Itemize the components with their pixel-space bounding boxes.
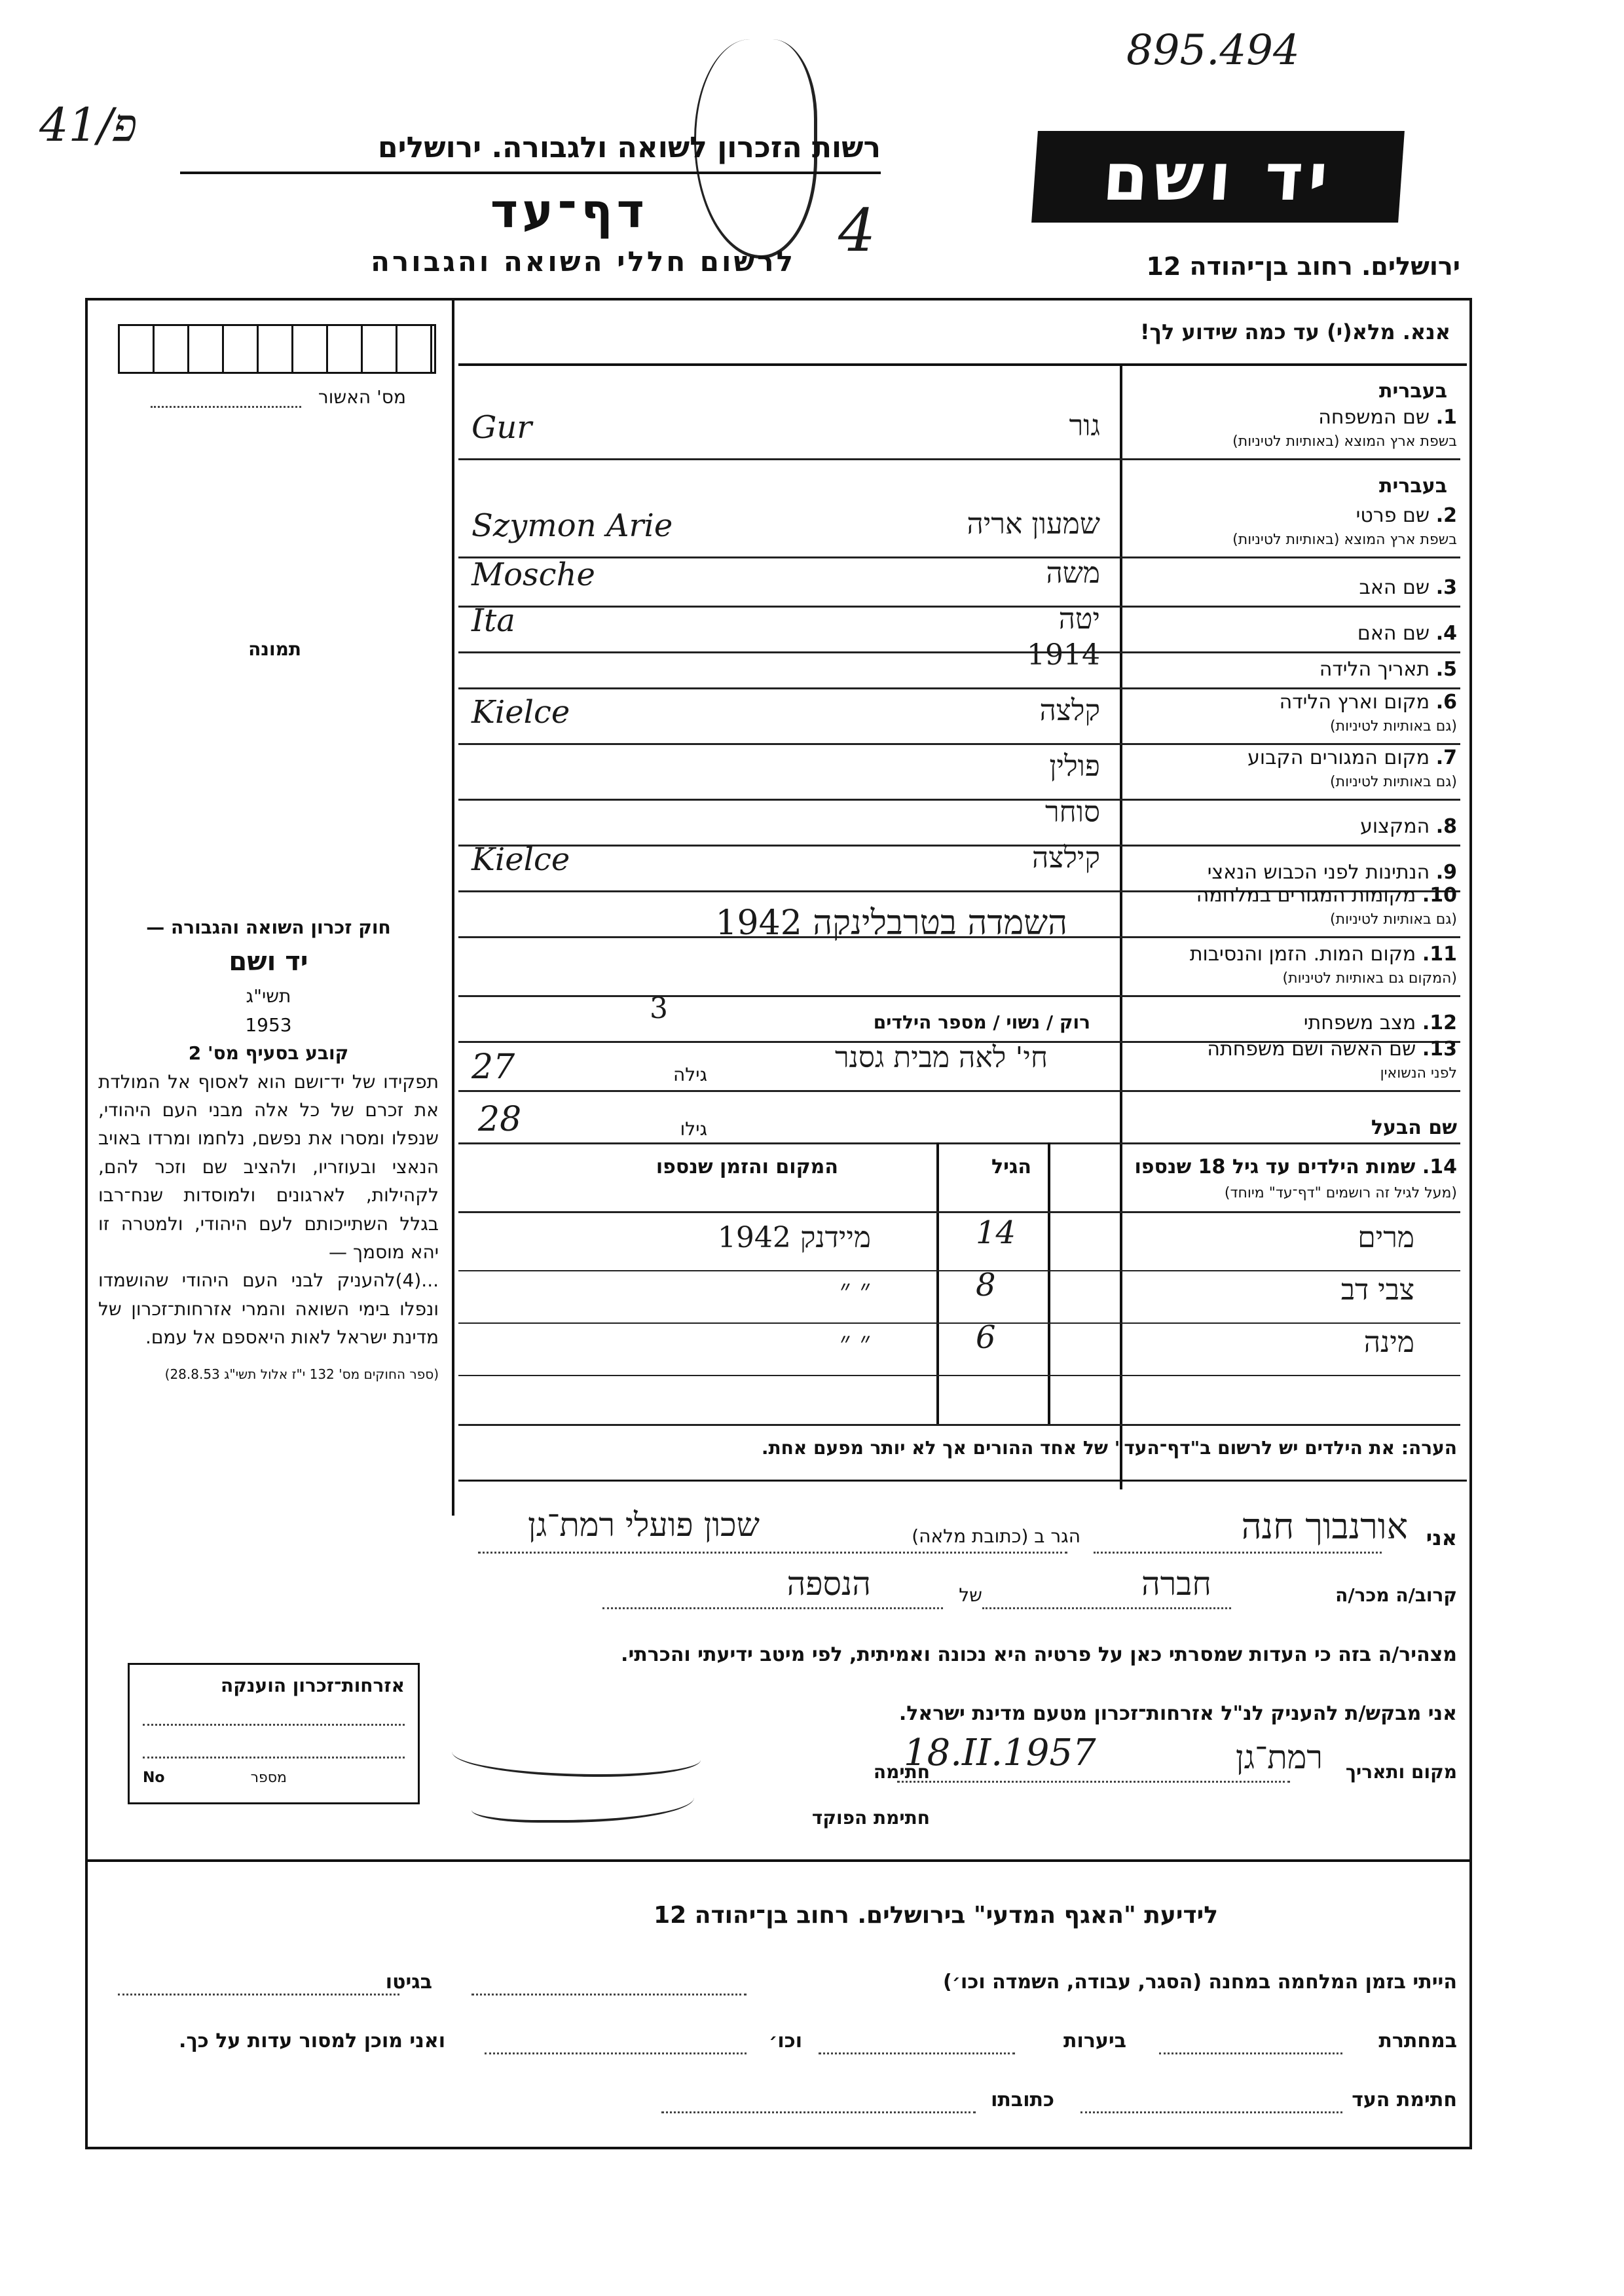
field-note: לפני הנשואין	[1380, 1065, 1457, 1082]
declarant-name: אורנבוך חנה	[1241, 1506, 1408, 1547]
field-number: 2.	[1435, 504, 1457, 527]
husband-row-rule	[458, 1142, 1460, 1144]
wife-age: 27	[471, 1048, 515, 1087]
field-number: 5.	[1435, 658, 1457, 681]
child-name: צבי דב	[1340, 1273, 1414, 1307]
bottom-line-1: הייתי בזמן המלחמה במחנה (הסגר, עבודה, השמדה וכו׳)	[943, 1971, 1457, 1994]
field-row-rule	[458, 845, 1460, 847]
field-number: 12.	[1422, 1011, 1457, 1034]
child-place: ״ ״	[840, 1273, 871, 1307]
children-header-note: (מעל לגיל זה רושמים "דף־עד" מיוחד)	[1224, 1185, 1457, 1201]
etc-label: וכו׳	[769, 2030, 802, 2052]
logo-text: יד ושם	[1100, 138, 1336, 215]
field-note: בשפת ארץ המוצא (באותיות לטיניות)	[1232, 433, 1457, 450]
field-number: 6.	[1435, 691, 1457, 714]
law-clause: קובע בסעיף מס' 2	[188, 1042, 349, 1065]
field-row-rule	[458, 743, 1460, 745]
remark-rule	[458, 1480, 1467, 1482]
field-label-text: שם האשה ושם משפחתה	[1207, 1038, 1416, 1061]
field-label	[1356, 504, 1457, 527]
field-row-rule	[458, 1090, 1460, 1092]
child-age: 14	[976, 1214, 1016, 1251]
child-name: מרים	[1357, 1221, 1414, 1254]
citizenship-title: אזרחות־זכרון הוענקה	[221, 1675, 405, 1696]
field-label	[1304, 1011, 1457, 1034]
field-note: בשפת ארץ המוצא (באותיות לטיניות)	[1232, 532, 1457, 548]
field-number: 7.	[1435, 746, 1457, 769]
citizenship-box	[128, 1663, 420, 1804]
field-label-text: מקום המות. הזמן והנסיבות	[1189, 943, 1416, 966]
field-label	[1320, 658, 1457, 681]
place-date-line	[897, 1781, 1290, 1783]
child-age: 8	[976, 1267, 996, 1303]
field-hebrew-value: סוחר	[1045, 795, 1100, 829]
officer-label: חתימת הפוקד	[811, 1807, 930, 1829]
declaration-i: אני	[1426, 1525, 1457, 1550]
of-label: של	[959, 1584, 982, 1606]
field-hebrew-value: גור	[1069, 409, 1100, 443]
field-number: 13.	[1422, 1038, 1457, 1061]
of-value: הנספה	[786, 1565, 871, 1603]
field-hebrew-value: קלצה	[1039, 694, 1100, 727]
husband-age-label: גילו	[680, 1118, 707, 1140]
law-title: חוק זכרון השואה והגבורה —	[146, 917, 391, 938]
field-hebrew-value: שמעון אריה	[967, 507, 1100, 541]
husband-age: 28	[478, 1100, 522, 1139]
declaration-date: 18.II.1957	[904, 1732, 1096, 1774]
underground-line	[1159, 2052, 1342, 2054]
place-date: רמת־גן	[1235, 1738, 1323, 1776]
field-hebrew-value: יטה	[1058, 602, 1100, 636]
husband-label: שם הבעל	[1371, 1116, 1457, 1139]
etc-line	[485, 2052, 747, 2054]
place-header: המקום והזמן שנספו	[655, 1156, 838, 1178]
declarant-line	[1094, 1552, 1382, 1554]
child-row-rule	[458, 1375, 1460, 1376]
yad-vashem-logo	[1031, 131, 1405, 223]
address-line	[478, 1552, 1067, 1554]
field-label-text: שם פרטי	[1356, 504, 1430, 527]
field-label	[1208, 861, 1457, 884]
law-sidebar	[98, 913, 439, 1385]
hebrew-tag: בעברית	[1379, 475, 1447, 498]
field-number: 10.	[1422, 884, 1457, 907]
field-latin-value: Mosche	[471, 556, 595, 593]
marital-options: רוק / נשוי / מספר הילדים	[873, 1011, 1090, 1033]
children-header	[1134, 1156, 1457, 1178]
bottom-title: לידיעת "האגף המדעי" בירושלים. רחוב בן־יהודה 12	[654, 1902, 1218, 1929]
witness-signature-line	[1080, 2111, 1342, 2113]
field-number: 3.	[1435, 576, 1457, 599]
field-label	[1359, 576, 1457, 599]
approval-boxes	[118, 324, 436, 374]
field-label	[1207, 1038, 1457, 1061]
sheet-subtitle: לרשום חללי השואה והגבורה	[371, 246, 796, 278]
address: ירושלים. רחוב בן־יהודה 12	[1146, 252, 1460, 281]
sheet-title: דף־עד	[490, 183, 648, 238]
request: אני מבקש/ת להעניק לנ"ל אזרחות־זכרון מטעם מדינת ישראל.	[898, 1702, 1457, 1725]
place-date-label: מקום ותאריך	[1345, 1761, 1457, 1783]
field-note: (המקום גם באותיות לטיניות)	[1282, 970, 1457, 987]
field-hebrew-value: פולין	[1049, 750, 1100, 783]
forests-label: ביערות	[1063, 2030, 1126, 2052]
law-name: יד ושם	[229, 947, 308, 977]
field-hebrew-value: משה	[1046, 556, 1100, 590]
citizenship-no: No	[143, 1770, 165, 1786]
record-number: 895.494	[1126, 26, 1300, 75]
authority-title: רשות הזכרון לשואה ולגבורה. ירושלים	[378, 131, 881, 164]
of-line	[602, 1607, 943, 1609]
field-label-text: הנתינות לפני הכבוש הנאצי	[1207, 861, 1430, 884]
wife-age-label: גילה	[673, 1064, 707, 1085]
children-header-rule	[458, 1211, 1460, 1213]
field-number: 11.	[1422, 943, 1457, 966]
field-row-rule	[458, 687, 1460, 689]
form-intro: אנא. מלא(י) עד כמה שידוע לך!	[1139, 319, 1450, 344]
witness-address-line	[661, 2111, 976, 2113]
address-label: הגר ב (כתובת מלאה)	[912, 1525, 1080, 1547]
ghetto-line	[118, 1994, 399, 1995]
file-mark: 41/פ	[39, 98, 138, 152]
field-number: 8.	[1435, 815, 1457, 838]
intro-rule	[458, 363, 1467, 366]
children-bottom-rule	[458, 1424, 1460, 1426]
field-latin-value: Kielce	[471, 841, 570, 878]
ghetto-label: בגיטו	[385, 1971, 432, 1994]
field-note: (גם באותיות לטיניות)	[1330, 718, 1457, 735]
field-latin-value: Szymon Arie	[471, 507, 673, 544]
witness-address-label: כתובתו	[991, 2088, 1054, 2111]
field-label-text: תאריך הלידה	[1319, 658, 1430, 681]
child-row-rule	[458, 1322, 1460, 1324]
field-number: 1.	[1435, 406, 1457, 429]
field-latin-value: Gur	[471, 409, 532, 446]
relation-line	[982, 1607, 1231, 1609]
field-hebrew-value: חי' לאה מבית גסנר	[834, 1041, 1048, 1074]
law-year-heb: תשי"ג	[246, 985, 291, 1008]
field-label	[1247, 746, 1457, 769]
ready-label: ואני מוכן למסור עדות על כך.	[179, 2030, 445, 2052]
photo-label: תמונה	[248, 638, 301, 660]
law-citation: (ספר החוקים מס' 132 י"ז אלול תשי"ג 28.8.53)	[164, 1366, 439, 1383]
field-row-rule	[458, 995, 1460, 997]
field-row-rule	[458, 651, 1460, 653]
children-remark: הערה: את הילדים יש לרשום ב"דף־העד" של אחד ההורים אך לא יותר מפעם אחת.	[761, 1437, 1457, 1459]
field-latin-value: Ita	[471, 602, 515, 639]
witness-signature-label: חתימת העד	[1352, 2088, 1457, 2111]
field-label-text: מקום המגורים הקבוע	[1247, 746, 1430, 769]
child-name: מינה	[1363, 1326, 1414, 1359]
field-hebrew-value: 1914	[1027, 638, 1100, 672]
children-col-a	[1048, 1142, 1050, 1424]
children-header-num: 14.	[1422, 1156, 1457, 1178]
field-label-text: מצב משפחתי	[1303, 1011, 1416, 1034]
field-row-rule	[458, 458, 1460, 460]
field-label-text: מקומות המגורים במלחמה	[1196, 884, 1416, 907]
relation-value: חברה	[1141, 1565, 1211, 1603]
approval-line	[151, 406, 301, 408]
children-header-text: שמות הילדים עד גיל 18 שנספו	[1134, 1156, 1416, 1178]
field-row-rule	[458, 556, 1460, 558]
field-note: (גם באותיות לטיניות)	[1330, 774, 1457, 790]
field-hebrew-value: השמדה בטרבלינקה 1942	[715, 903, 1067, 943]
child-place: מיידנק 1942	[717, 1221, 871, 1254]
approval-label: מס' האשור	[318, 386, 406, 408]
age-header: הגיל	[991, 1156, 1031, 1178]
header-rule	[180, 172, 881, 174]
forests-line	[819, 2052, 1015, 2054]
page-mark: 4	[838, 196, 876, 265]
field-row-rule	[458, 799, 1460, 801]
field-label-text: המקצוע	[1360, 815, 1430, 838]
field-number: 4.	[1435, 622, 1457, 645]
left-column-divider	[452, 298, 454, 1516]
statement: מצהיר/ה בזה כי העדות שמסרתי כאן על פרטיה היא נכונה ואמיתית, לפי מיטב ידיעתי והכרתי.	[621, 1643, 1457, 1666]
field-label-text: שם האם	[1357, 622, 1430, 645]
relation-label: קרוב/ה מכר/ה	[1335, 1584, 1457, 1606]
signature-label: חתימה	[873, 1761, 930, 1783]
field-label-text: שם המשפחה	[1318, 406, 1430, 429]
field-label	[1360, 815, 1457, 838]
field-label-text: שם האב	[1359, 576, 1430, 599]
citizenship-number-label: מספר	[250, 1770, 287, 1786]
child-age: 6	[976, 1319, 996, 1356]
field-note: (גם באותיות לטיניות)	[1330, 911, 1457, 928]
law-body-2: ...(4)להעניק לבני העם היהודי שהושמדו ונפלו בימי השואה והמרי אזרחות־זכרון של מדינת ישראל לאות היאספם אל עמם.	[98, 1269, 439, 1349]
field-label	[1196, 884, 1457, 907]
citizenship-line-1	[143, 1724, 405, 1726]
camp-line	[471, 1994, 747, 1995]
field-hebrew-value: 3	[650, 992, 668, 1025]
law-year: 1953	[245, 1013, 292, 1036]
children-col-b	[936, 1142, 939, 1424]
label-column-divider	[1120, 363, 1122, 1489]
law-body: תפקידו של יד־ושם הוא לאסוף אל המולדת את זכרם של כל אלה מבני העם היהודי, שנפלו ומסרו את נפשם, נלחמו ומרדו באויב הנאצי ובעוזריו, ולהציב שם וזכר להם, לקהילות, לארגונים ולמוסדות שנח־רבו בגלל השתייכותם לעם היהודי, ולמטרה זו יהא מוסמך —	[98, 1070, 439, 1263]
field-label	[1190, 943, 1457, 966]
underground-label: במחתרת	[1378, 2030, 1457, 2052]
citizenship-line-2	[143, 1757, 405, 1758]
field-label	[1318, 406, 1457, 429]
field-label-text: מקום וארץ הלידה	[1279, 691, 1430, 714]
field-label	[1357, 622, 1457, 645]
hebrew-tag: בעברית	[1379, 380, 1447, 403]
child-row-rule	[458, 1270, 1460, 1271]
field-number: 9.	[1435, 861, 1457, 884]
bottom-section-rule	[85, 1859, 1469, 1862]
field-hebrew-value: קילצה	[1031, 841, 1100, 875]
child-place: ״ ״	[840, 1326, 871, 1359]
field-latin-value: Kielce	[471, 694, 570, 731]
declarant-address: שכון פועלי רמת־גן	[527, 1506, 760, 1544]
field-label	[1280, 691, 1457, 714]
field-row-rule	[458, 606, 1460, 608]
